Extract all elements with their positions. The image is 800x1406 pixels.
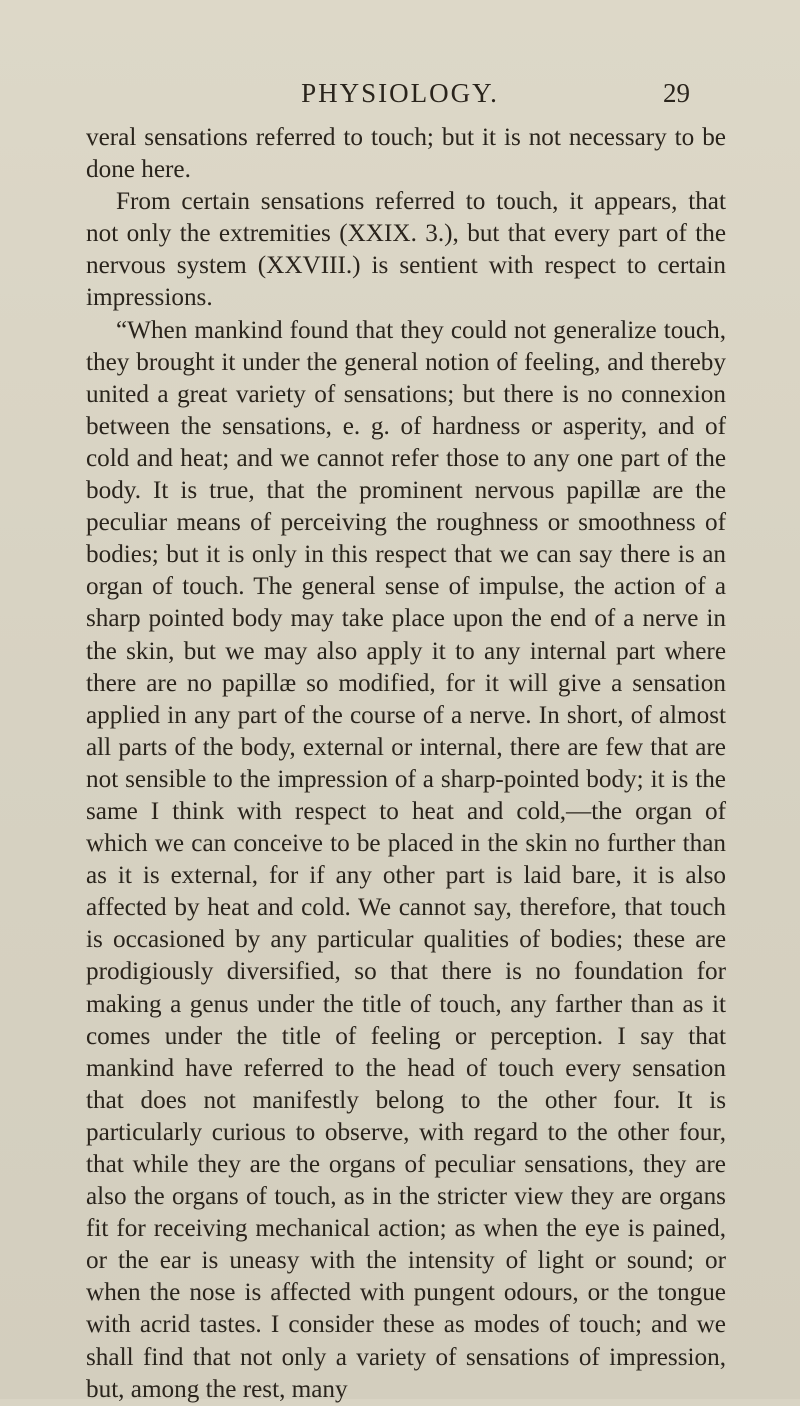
paragraph: From certain sensations referred to touch, it appears, that not only the extremities (XXIX. 3.), but that every part of the nervous system (XXVIII.) is sentient with respect to certain impressions. bbox=[86, 188, 726, 312]
paragraph: “When mankind found that they could not generalize touch, they brought it under the general notion of feeling, and thereby united a great variety of sensations; but there is no connexion between the sensations, e. g. of hardness or asperity, and of cold and heat; and we cannot refer those to any one part of the body. It is true, that the prominent nervous papillæ are the peculiar means of perceiving the roughness or smoothness of bodies; but it is only in this respect that we can say there is an organ of touch. The general sense of impulse, the action of a sharp pointed body may take place upon the end of a nerve in the skin, but we may also apply it to any internal part where there are no papillæ so modified, for it will give a sensation applied in any part of the course of a nerve. In short, of almost all parts of the body, external or internal, there are few that are not sensible to the impression of a sharp-pointed body; it is the same I think with respect to heat and cold,—the organ of which we can conceive to be placed in the skin no further than as it is external, for if any other part is laid bare, it is also affected by heat and cold. We cannot say, therefore, that touch is occasioned by any particular qualities of bodies; these are prodigiously diversified, so that there is no foundation for making a genus under the title of touch, any farther than as it comes under the title of feeling or perception. I say that mankind have referred to the head of touch every sensation that does not manifestly belong to the other four. It is particularly curious to observe, with regard to the other four, that while they are the organs of peculiar sensations, they are also the organs of touch, as in the stricter view they are organs fit for receiving mechanical action; as when the eye is pained, or the ear is uneasy with the intensity of light or sound; or when the nose is affected with pungent odours, or the tongue with acrid tastes. I consider these as modes of touch; and we shall find that not only a variety of sensations of impression, but, among the rest, many bbox=[86, 316, 726, 1403]
body-text bbox=[86, 122, 726, 1406]
running-title: PHYSIOLOGY. bbox=[301, 78, 499, 108]
paragraph-continuation: veral sensations referred to touch; but it is not necessary to be done here. bbox=[86, 124, 726, 184]
page-number: 29 bbox=[663, 78, 690, 108]
running-head bbox=[0, 78, 800, 118]
